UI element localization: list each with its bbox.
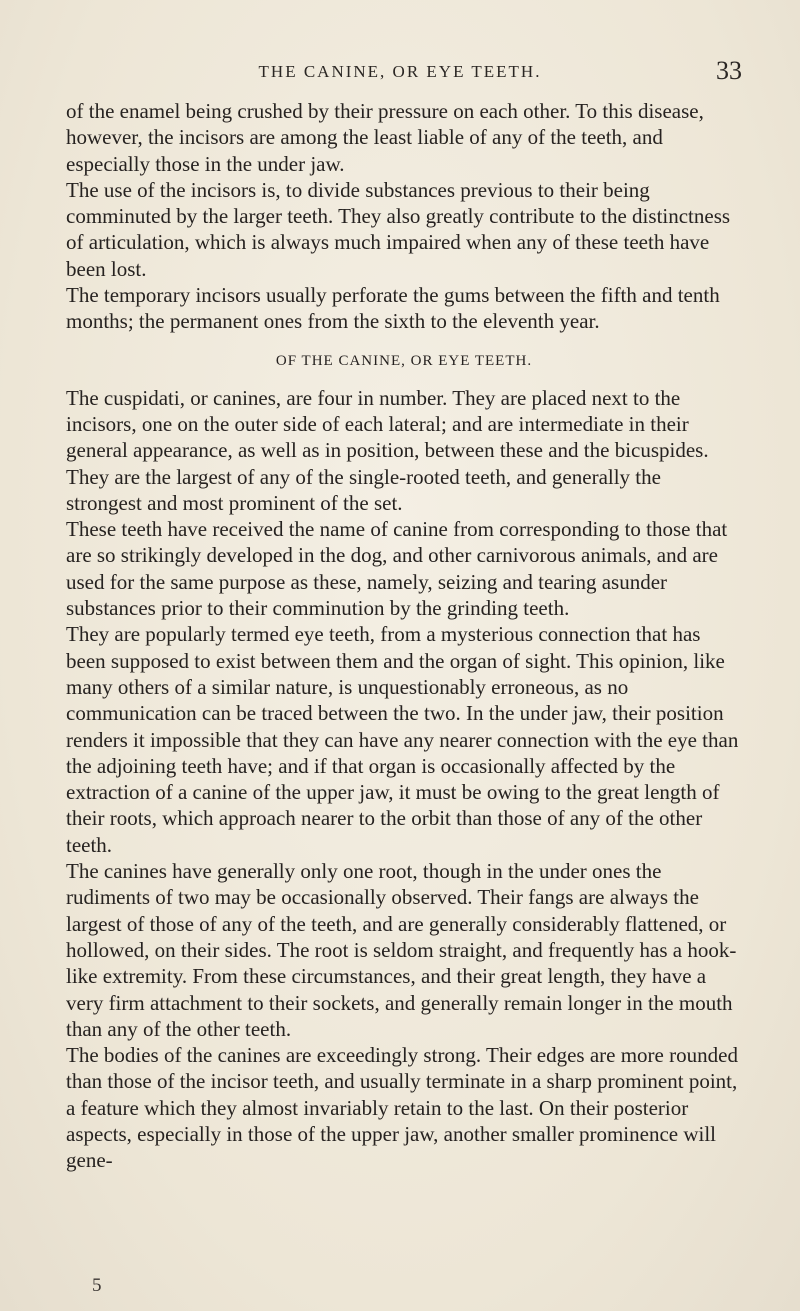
paragraph: The temporary incisors usually perforate the gums between the fifth and tenth months; the permanent ones from the sixth to the eleventh year. [66, 283, 720, 334]
signature-mark: 5 [92, 1275, 102, 1296]
body-text [66, 98, 742, 1174]
running-title: THE CANINE, OR EYE TEETH. [258, 62, 542, 81]
paragraph: of the enamel being crushed by their pressure on each other. To this disease, however, the incisors are among the least liable of any of the teeth, and especially those in the under jaw. [66, 99, 704, 176]
paragraph: The use of the incisors is, to divide substances previous to their being comminuted by the larger teeth. They also greatly contribute to the distinctness of articulation, which is always much impaired when any of these teeth have been lost. [66, 177, 731, 281]
page-number: 33 [716, 56, 742, 85]
paragraph: The cuspidati, or canines, are four in number. They are placed next to the incisors, one on the outer side of each lateral; and are intermediate in their general appearance, as well as in position, between these and the bicuspides. They are the largest of any of the single-rooted teeth, and generally the strongest and most prominent of the set. [66, 385, 709, 515]
section-heading: OF THE CANINE, OR EYE TEETH. [275, 352, 533, 369]
running-head [0, 58, 800, 98]
paragraph: The bodies of the canines are exceedingly strong. Their edges are more rounded than those of the incisor teeth, and usually terminate in a sharp prominent point, a feature which they almost invariably retain to the last. On their posterior aspects, especially in those of the upper jaw, another smaller prominence will gene- [66, 1043, 738, 1173]
paragraph: These teeth have received the name of canine from corresponding to those that are so strikingly developed in the dog, and other carnivorous animals, and are used for the same purpose as these, namely, seizing and tearing asunder substances prior to their comminution by the grinding teeth. [66, 517, 728, 621]
paragraph: The canines have generally only one root, though in the under ones the rudiments of two may be occasionally observed. Their fangs are always the largest of those of any of the teeth, and are generally considerably flattened, or hollowed, on their sides. The root is seldom straight, and frequently has a hook-like extremity. From these circumstances, and their great length, they have a very firm attachment to their sockets, and generally remain longer in the mouth than any of the other teeth. [66, 859, 737, 1041]
paragraph: They are popularly termed eye teeth, from a mysterious connection that has been supposed to exist between them and the organ of sight. This opinion, like many others of a similar nature, is unquestionably erroneous, as no communication can be traced between the two. In the under jaw, their position renders it impossible that they can have any nearer connection with the eye than the adjoining teeth have; and if that organ is occasionally affected by the extraction of a canine of the upper jaw, it must be owing to the great length of their roots, which approach nearer to the orbit than those of any of the other teeth. [66, 622, 739, 857]
